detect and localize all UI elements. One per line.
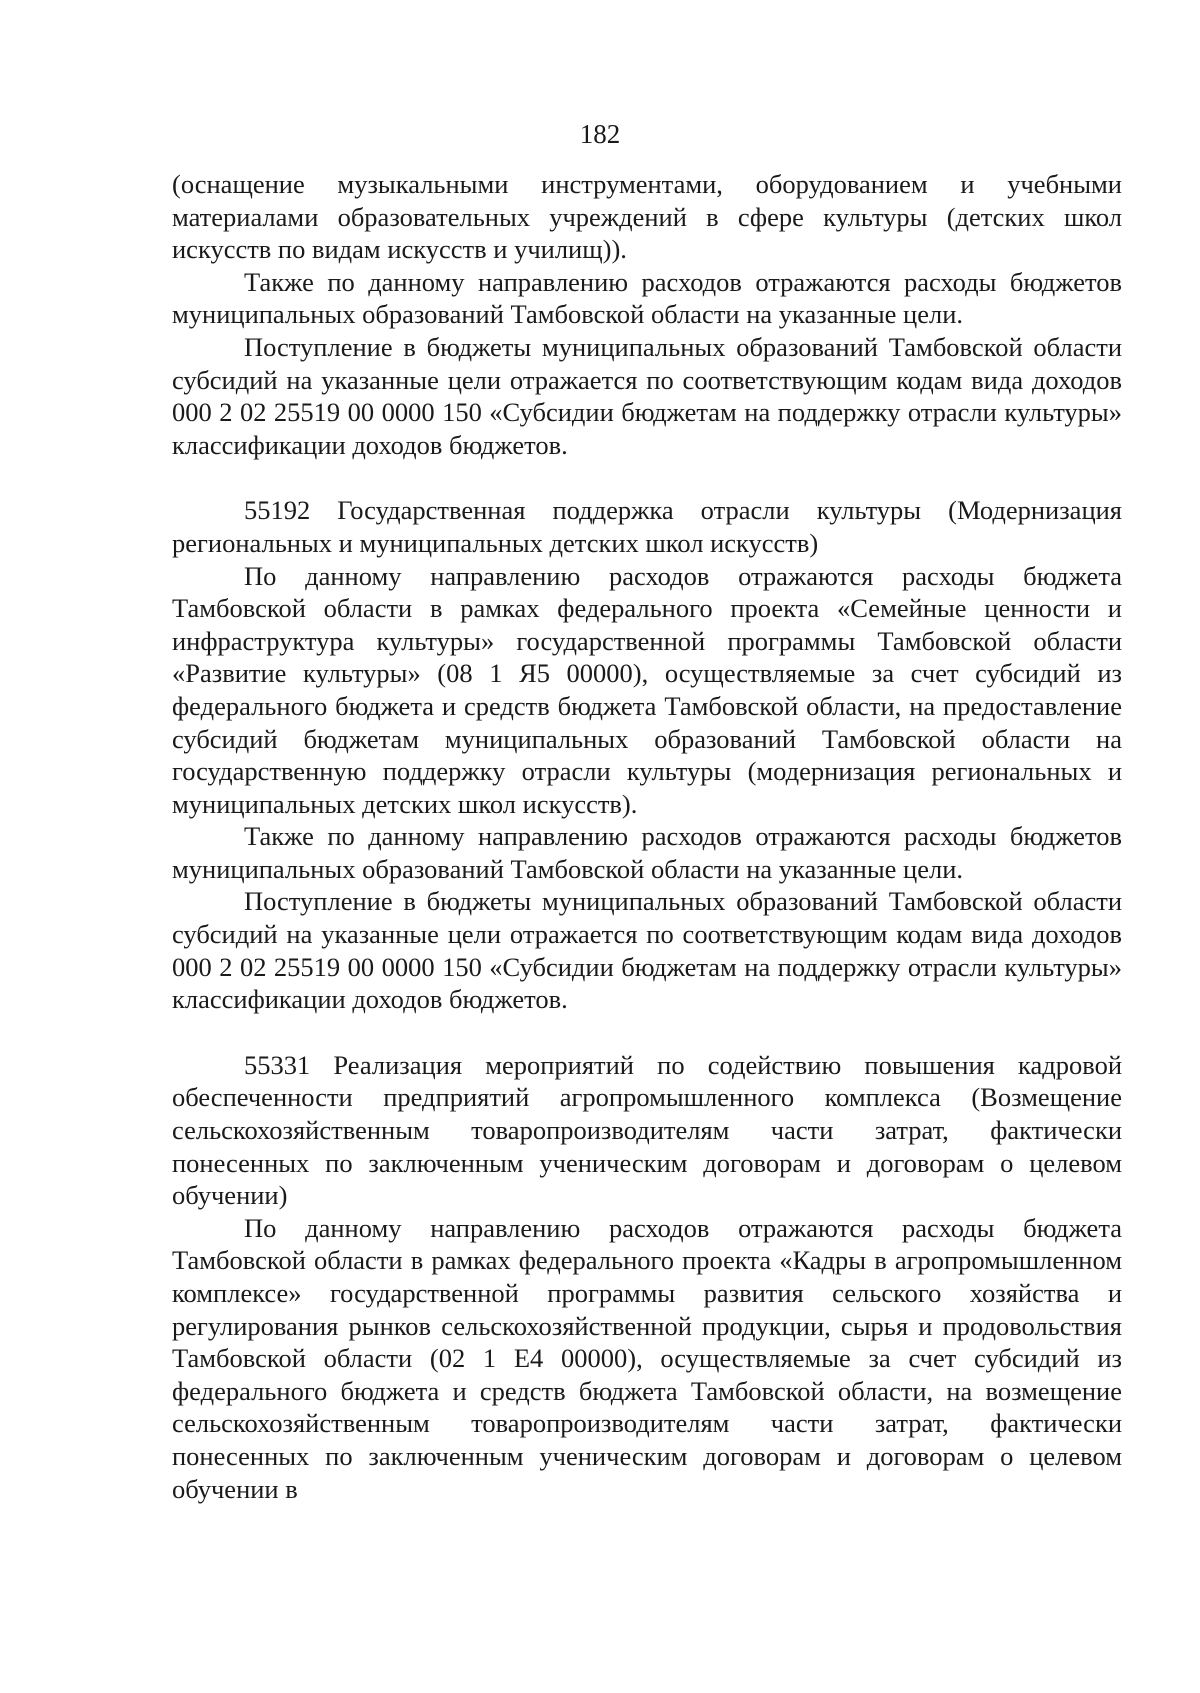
section-heading-55192: 55192 Государственная поддержка отрасли культуры (Модернизация региональных и муниципальных детских школ искусств) [172, 495, 1122, 558]
paragraph: По данному направлению расходов отражаются расходы бюджета Тамбовской области в рамках федерального проекта «Кадры в агропромышленном комплексе» государственной программы развития сельского хозяйства и регулирования рынков сельскохозяйственной продукции, сырья и продовольствия Тамбовской области (02 1 Е4 00000), осуществляемые за счет субсидий из федерального бюджета и средств бюджета Тамбовской области, на возмещение сельскохозяйственным товаропроизводителям части затрат, фактически понесенных по заключенным ученическим договорам и договорам о целевом обучении в [172, 1212, 1122, 1504]
document-body [172, 168, 1122, 1505]
paragraph: По данному направлению расходов отражаются расходы бюджета Тамбовской области в рамках федерального проекта «Семейные ценности и инфраструктура культуры» государственной программы Тамбовской области «Развитие культуры» (08 1 Я5 00000), осуществляемые за счет субсидий из федерального бюджета и средств бюджета Тамбовской области, на предоставление субсидий бюджетам муниципальных образований Тамбовской области на государственную поддержку отрасли культуры (модернизация региональных и муниципальных детских школ искусств). [172, 560, 1122, 819]
paragraph-continuation: (оснащение музыкальными инструментами, оборудованием и учебными материалами образовательных учреждений в сфере культуры (детских школ искусств по видам искусств и училищ)). [172, 169, 1122, 265]
section-heading-55331: 55331 Реализация мероприятий по содействию повышения кадровой обеспеченности предприятий агропромышленного комплекса (Возмещение сельскохозяйственным товаропроизводителям части затрат, фактически понесенных по заключенным ученическим договорам и договорам о целевом обучении) [172, 1049, 1122, 1211]
paragraph: Поступление в бюджеты муниципальных образований Тамбовской области субсидий на указанные цели отражается по соответствующим кодам вида доходов 000 2 02 25519 00 0000 150 «Субсидии бюджетам на поддержку отрасли культуры» классификации доходов бюджетов. [172, 331, 1122, 460]
paragraph: Также по данному направлению расходов отражаются расходы бюджетов муниципальных образований Тамбовской области на указанные цели. [172, 266, 1122, 330]
paragraph: Поступление в бюджеты муниципальных образований Тамбовской области субсидий на указанные цели отражается по соответствующим кодам вида доходов 000 2 02 25519 00 0000 150 «Субсидии бюджетам на поддержку отрасли культуры» классификации доходов бюджетов. [172, 886, 1122, 1015]
paragraph: Также по данному направлению расходов отражаются расходы бюджетов муниципальных образований Тамбовской области на указанные цели. [172, 821, 1122, 884]
page-number: 182 [579, 119, 621, 149]
